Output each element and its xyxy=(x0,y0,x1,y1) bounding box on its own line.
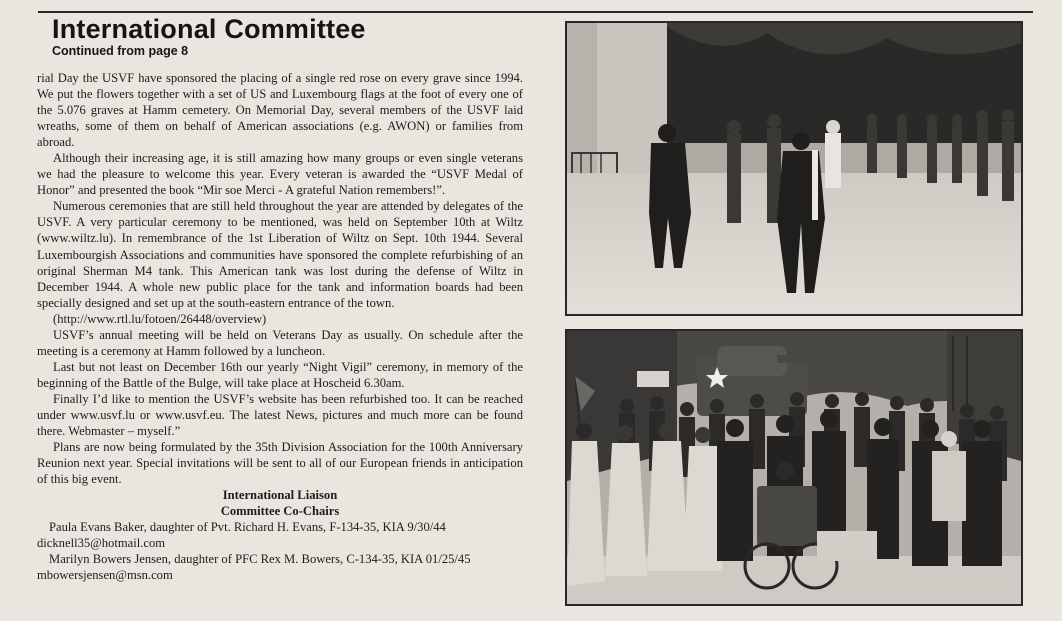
signature-title: International Liaison xyxy=(222,488,338,503)
photo-veterans-marching xyxy=(565,21,1023,316)
paragraph-3: Numerous ceremonies that are still held throughout the year are attended by delegates of the USVF. A very particular ceremony to be mentioned, was held on September 10th at Wiltz (www.wiltz.lu). In remembrance of the 1st Liberation of Wiltz on Sept. 10th 1944. Several Luxembourgish Associations and communities have sponsored the complete refurbishing of an original Sherman M4 tank. This American tank was lost during the defense of Wiltz in December 1944. A whole new public place for the tank and information boards had been specially designed and set up at the south-eastern entrance of the town. xyxy=(37,199,523,310)
photo-group-with-sherman-tank xyxy=(565,329,1023,606)
contact-list xyxy=(37,519,523,583)
article-title: International Committee xyxy=(52,14,366,44)
paragraph-7: Finally I’d like to mention the USVF’s website has been refurbished too. It can be reached under www.usvf.lu or www.usvf.eu. The latest News, pictures and much more can be found there. Webmaster – myself.” xyxy=(37,391,523,439)
contact-2-name: Marilyn Bowers Jensen, daughter of PFC Rex M. Bowers, C-134-35, KIA 01/25/45 xyxy=(49,552,471,567)
continued-from-label: Continued from page 8 xyxy=(52,44,189,58)
paragraph-8: Plans are now being formulated by the 35th Division Association for the 100th Anniversary Reunion next year. Special invitations will be sent to all of our European friends in anticipation of this big event. xyxy=(37,440,523,487)
paragraph-6: Last but not least on December 16th our yearly “Night Vigil” ceremony, in memory of the beginning of the Battle of the Bulge, will take place at Hoscheid 6.30am. xyxy=(37,359,523,390)
contact-2-email: mbowersjensen@msn.com xyxy=(37,568,173,583)
paragraph-5: USVF’s annual meeting will be held on Veterans Day as usually. On schedule after the meeting is a ceremony at Hamm followed by a luncheon. xyxy=(37,327,523,358)
contact-1-name: Paula Evans Baker, daughter of Pvt. Richard H. Evans, F-134-35, KIA 9/30/44 xyxy=(49,520,446,535)
paragraph-url: (http://www.rtl.lu/fotoen/26448/overview) xyxy=(53,311,267,326)
article-body xyxy=(37,70,523,584)
signature-subtitle: Committee Co-Chairs xyxy=(220,504,340,519)
top-rule xyxy=(38,11,1033,13)
paragraph-2: Although their increasing age, it is still amazing how many groups or even single veterans we had the pleasure to welcome this year. Every veteran is awarded the “USVF Medal of Honor” and presented the book “Mir soe Merci - A grateful Nation remembers!”. xyxy=(37,151,523,198)
paragraph-1: rial Day the USVF have sponsored the placing of a single red rose on every grave since 1994. We put the flowers together with a set of US and Luxembourg flags at the foot of every one of the 5.076 graves at Hamm cemetery. On Memorial Day, several members of the USVF laid wreaths, some of them on behalf of American associations (e.g. AWON) or families from abroad. xyxy=(37,71,523,150)
contact-1-email: dicknell35@hotmail.com xyxy=(37,536,166,551)
